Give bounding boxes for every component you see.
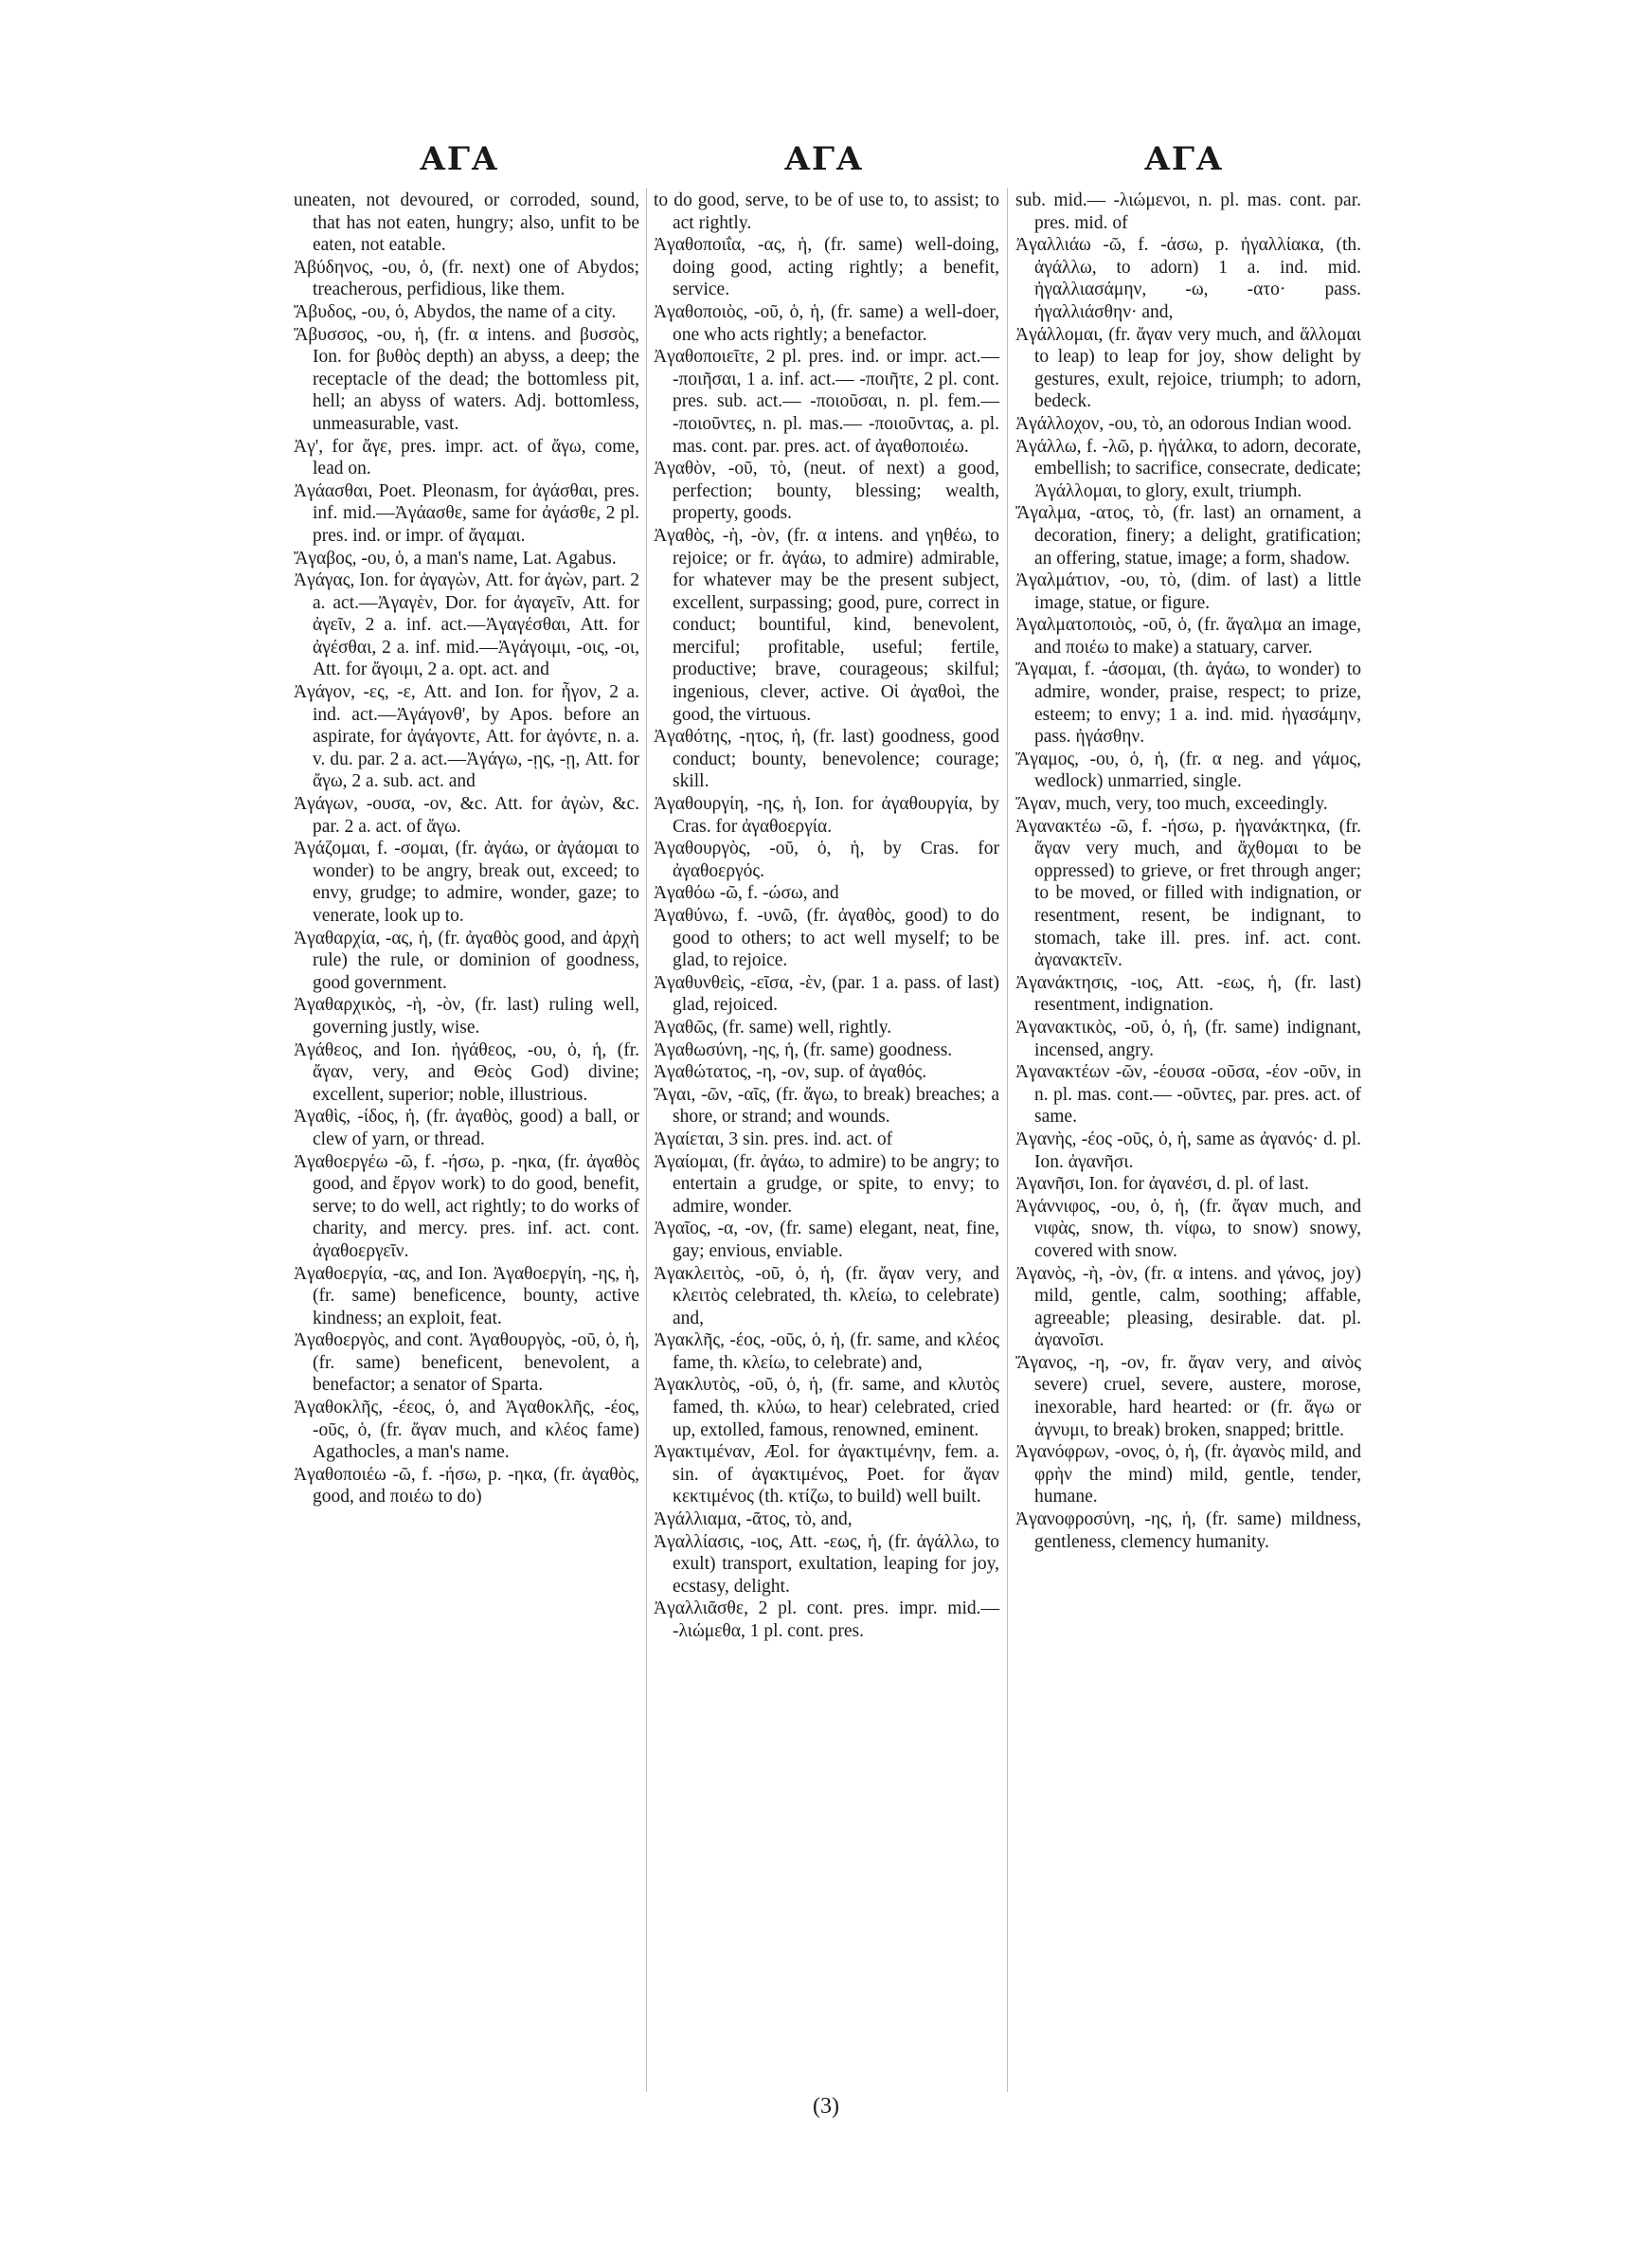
dictionary-entry: Ἀγάννιφος, -ου, ὁ, ἡ, (fr. ἄγαν much, and νιφὰς, snow, th. νίφω, to snow) snowy, covered with snow. (1015, 1196, 1361, 1261)
dictionary-entry: Ἄβυδος, -ου, ὁ, Abydos, the name of a city. (294, 301, 617, 322)
dictionary-entry: Ἀγαλμάτιον, -ου, τὸ, (dim. of last) a little image, statue, or figure. (1015, 570, 1361, 613)
dictionary-entry: Ἀγαθύνω, f. -υνῶ, (fr. ἀγαθὸς, good) to do good to others; to act well myself; to be glad, to rejoice. (654, 906, 999, 971)
dictionary-entry: Ἀγάασθαι, Poet. Pleonasm, for ἀγάσθαι, pres. inf. mid.—Ἀγάασθε, same for ἀγάσθε, 2 pl. pres. ind. or impr. of ἄγαμαι. (294, 480, 639, 546)
dictionary-entry: Ἀγαθὶς, -ίδος, ἡ, (fr. ἀγαθὸς, good) a ball, or clew of yarn, or thread. (294, 1107, 639, 1149)
dictionary-entry: Ἀγάγον, -ες, -ε, Att. and Ion. for ἦγον, 2 a. ind. act.—Ἀγάγονθ', by Apos. before an aspirate, for ἀγάγοντε, Att. for ἀγόντε, n. a. v. du. par. 2 a. act.—Ἀγάγω, -ῃς, -ῃ, Att. for ἄγω, 2 a. sub. act. and (294, 682, 639, 792)
dictionary-entry: Ἄγαμαι, f. -άσομαι, (th. ἀγάω, to wonder) to admire, wonder, praise, respect; to prize, esteem; to envy; 1 a. ind. mid. ἠγασάμην, pass. ἠγάσθην. (1015, 659, 1361, 748)
dictionary-entry: Ἀγανοφροσύνη, -ης, ἡ, (fr. same) mildness, gentleness, clemency humanity. (1015, 1509, 1361, 1552)
column-left (294, 190, 639, 1508)
dictionary-entry: Ἀγαθοεργὸς, and cont. Ἀγαθουργὸς, -οῦ, ὁ, ἡ, (fr. same) beneficent, benevolent, a benefactor; a senator of Sparta. (294, 1330, 639, 1396)
column-divider (646, 188, 647, 2092)
dictionary-entry: Ἀγαθαρχία, -ας, ἡ, (fr. ἀγαθὸς good, and ἀρχὴ rule) the rule, or dominion of goodness, good government. (294, 928, 639, 993)
dictionary-entry: Ἀγάλλω, f. -λῶ, p. ἠγάλκα, to adorn, decorate, embellish; to sacrifice, consecrate, dedicate; Ἀγάλλομαι, to glory, exult, triumph. (1015, 436, 1361, 501)
page-number: (3) (813, 2094, 839, 2119)
dictionary-entry: Ἀγανῆσι, Ion. for ἀγανέσι, d. pl. of last. (1015, 1174, 1309, 1195)
header-guide-word-left: ΑΓΑ (420, 140, 499, 178)
dictionary-entry: Ἀγαθοποιΐα, -ας, ἡ, (fr. same) well-doing, doing good, acting rightly; a benefit, service. (654, 235, 999, 300)
dictionary-entry: Ἀγαθοποιέω -ῶ, f. -ήσω, p. -ηκα, (fr. ἀγαθὸς, good, and ποιέω to do) (294, 1464, 639, 1508)
dictionary-entry: Ἀγαθόω -ῶ, f. -ώσω, and (654, 883, 839, 904)
dictionary-entry: sub. mid.— -λιώμενοι, n. pl. mas. cont. par. pres. mid. of (1015, 190, 1361, 233)
dictionary-entry: Ἄγαβος, -ου, ὁ, a man's name, Lat. Agabus. (294, 548, 617, 569)
dictionary-entry: Ἀγάζομαι, f. -σομαι, (fr. ἀγάω, or ἀγάομαι to wonder) to be angry, break out, exceed; to envy, grudge; to admire, wonder, gaze; to venerate, look up to. (294, 839, 639, 926)
dictionary-entry: Ἀγάθεος, and Ion. ἠγάθεος, -ου, ὁ, ἡ, (fr. ἄγαν, very, and Θεὸς God) divine; excellent, superior; noble, illustrious. (294, 1039, 639, 1105)
dictionary-entry: to do good, serve, to be of use to, to assist; to act rightly. (654, 190, 999, 233)
dictionary-entry: Ἀγαθότης, -ητος, ἡ, (fr. last) goodness, good conduct; bounty, benevolence; courage; skill. (654, 727, 999, 792)
dictionary-entry: Ἀγαλματοποιὸς, -οῦ, ὁ, (fr. ἄγαλμα an image, and ποιέω to make) a statuary, carver. (1015, 615, 1361, 658)
dictionary-entry: Ἀγανόφρων, -ονος, ὁ, ἡ, (fr. ἀγανὸς mild, and φρὴν the mind) mild, gentle, tender, humane. (1015, 1442, 1361, 1508)
dictionary-entry: Ἀγανακτέων -ῶν, -έουσα -οῦσα, -έον -οῦν, in n. pl. mas. cont.— -οῦντες, par. pres. act. of same. (1015, 1062, 1361, 1128)
dictionary-entry: Ἀγακλειτὸς, -οῦ, ὁ, ἡ, (fr. ἄγαν very, and κλειτὸς celebrated, th. κλείω, to celebrate) and, (654, 1263, 999, 1328)
dictionary-entry: Ἀγάγων, -ουσα, -ον, &c. Att. for ἀγὼν, &c. par. 2 a. act. of ἄγω. (294, 794, 639, 837)
dictionary-entry: Ἀγανακτέω -ῶ, f. -ήσω, p. ἠγανάκτηκα, (fr. ἄγαν very much, and ἄχθομαι to be oppressed) to grieve, or fret through anger; to be moved, or filled with indignation, or resentment, resent, be indignant, to stomach, take ill. pres. inf. act. cont. ἀγανακτεῖν. (1015, 816, 1361, 971)
dictionary-entry: Ἀγανάκτησις, -ιος, Att. -εως, ἡ, (fr. last) resentment, indignation. (1015, 972, 1361, 1016)
header-guide-word-center: ΑΓΑ (784, 140, 864, 178)
dictionary-entry: Ἀγαθοποιὸς, -οῦ, ὁ, ἡ, (fr. same) a well-doer, one who acts rightly; a benefactor. (654, 301, 999, 345)
dictionary-entry: Ἀγαίεται, 3 sin. pres. ind. act. of (654, 1128, 893, 1149)
dictionary-entry: Ἀγαλλιᾶσθε, 2 pl. cont. pres. impr. mid.— -λιώμεθα, 1 pl. cont. pres. (654, 1598, 999, 1641)
dictionary-entry: Ἀγαθωσύνη, -ης, ἡ, (fr. same) goodness. (654, 1039, 953, 1060)
dictionary-entry: Ἀγαῖος, -α, -ον, (fr. same) elegant, neat, fine, gay; envious, enviable. (654, 1219, 999, 1261)
dictionary-entry: Ἀγάλλοχον, -ου, τὸ, an odorous Indian wood. (1015, 413, 1352, 434)
dictionary-entry: Ἀγαθῶς, (fr. same) well, rightly. (654, 1017, 892, 1038)
dictionary-entry: Ἀγαίομαι, (fr. ἀγάω, to admire) to be angry; to entertain a grudge, or spite, to envy; to admire, wonder. (654, 1151, 999, 1217)
dictionary-entry: Ἀγακτιμέναν, Æol. for ἀγακτιμένην, fem. a. sin. of ἀγακτιμένος, Poet. for ἄγαν κεκτιμένος (th. κτίζω, to build) well built. (654, 1442, 999, 1508)
dictionary-entry: Ἀγάλλιαμα, -ᾶτος, τὸ, and, (654, 1509, 853, 1530)
dictionary-entry: Ἀγαθαρχικὸς, -ὴ, -ὸν, (fr. last) ruling well, governing justly, wise. (294, 995, 639, 1038)
dictionary-entry: uneaten, not devoured, or corroded, sound, that has not eaten, hungry; also, unfit to be eaten, not eatable. (294, 190, 639, 256)
dictionary-entry: Ἀγαθὸν, -οῦ, τὸ, (neut. of next) a good, perfection; bounty, blessing; wealth, property, goods. (654, 459, 999, 524)
dictionary-entry: Ἀγανὸς, -ὴ, -ὸν, (fr. α intens. and γάνος, joy) mild, gentle, calm, soothing; affable, agreeable; pleasing, desirable. dat. pl. ἀγανοῖσι. (1015, 1263, 1361, 1351)
dictionary-entry: Ἀβύδηνος, -ου, ὁ, (fr. next) one of Abydos; treacherous, perfidious, like them. (294, 257, 639, 300)
dictionary-entry: Ἀγαθοεργία, -ας, and Ion. Ἀγαθοεργίη, -ης, ἡ, (fr. same) beneficence, bounty, active kindness; an exploit, feat. (294, 1263, 639, 1328)
column-middle (654, 190, 999, 1643)
dictionary-entry: Ἀγαθοποιεῖτε, 2 pl. pres. ind. or impr. act.— -ποιῆσαι, 1 a. inf. act.— -ποιῆτε, 2 pl. cont. pres. sub. act.— -ποιοῦσαι, n. pl. fem.— -ποιοῦντες, n. pl. mas.— -ποιοῦντας, a. pl. mas. cont. par. pres. act. of ἀγαθοποιέω. (654, 347, 999, 457)
dictionary-entry: Ἀγανὴς, -έος -οῦς, ὁ, ἡ, same as ἀγανός· d. pl. Ion. ἀγανῆσι. (1015, 1128, 1361, 1172)
dictionary-entry: Ἀγάγας, Ion. for ἀγαγὼν, Att. for ἀγὼν, part. 2 a. act.—Ἀγαγὲν, Dor. for ἀγαγεῖν, Att. for ἀγεῖν, 2 a. inf. act.—Ἀγαγέσθαι, Att. for ἀγέσθαι, 2 a. inf. mid.—Ἀγάγοιμι, -οις, -οι, Att. for ἄγοιμι, 2 a. opt. act. and (294, 570, 639, 680)
dictionary-entry: Ἄβυσσος, -ου, ἡ, (fr. α intens. and βυσσὸς, Ion. for βυθὸς depth) an abyss, a deep; the receptacle of the dead; the bottomless pit, hell; an abyss of waters. Adj. bottomless, unmeasurable, vast. (294, 324, 639, 434)
dictionary-entry: Ἀγαθουργίη, -ης, ἡ, Ion. for ἀγαθουργία, by Cras. for ἀγαθοεργία. (654, 794, 999, 837)
dictionary-entry: Ἄγαν, much, very, too much, exceedingly. (1015, 794, 1328, 815)
dictionary-entry: Ἄγανος, -η, -ον, fr. ἄγαν very, and αἰνὸς severe) cruel, severe, austere, morose, inexorable, hard hearted: or (fr. ἄγω or ἀγνυμι, to break) broken, snapped; brittle. (1015, 1352, 1361, 1440)
column-right (1015, 190, 1361, 1553)
dictionary-entry: Ἀγαθοεργέω -ῶ, f. -ήσω, p. -ηκα, (fr. ἀγαθὸς good, and ἔργον work) to do good, benefit, serve; to do well, act rightly; to do works of charity, and mercy. pres. inf. act. cont. ἀγαθοεργεῖν. (294, 1151, 639, 1261)
dictionary-entry: Ἄγαι, -ῶν, -αῖς, (fr. ἄγω, to break) breaches; a shore, or strand; and wounds. (654, 1084, 999, 1128)
dictionary-entry: Ἀγ', for ἄγε, pres. impr. act. of ἄγω, come, lead on. (294, 436, 639, 479)
dictionary-entry: Ἀγαλλίασις, -ιος, Att. -εως, ἡ, (fr. ἀγάλλω, to exult) transport, exultation, leaping for joy, ecstasy, delight. (654, 1531, 999, 1597)
running-header (0, 140, 1652, 178)
dictionary-entry: Ἀγακλῆς, -έος, -οῦς, ὁ, ἡ, (fr. same, and κλέος fame, th. κλείω, to celebrate) and, (654, 1330, 999, 1373)
dictionary-entry: Ἄγαλμα, -ατος, τὸ, (fr. last) an ornament, a decoration, finery; a delight, gratification; an offering, statue, image; a form, shadow. (1015, 503, 1361, 569)
dictionary-entry: Ἀγαθοκλῆς, -έεος, ὁ, and Ἀγαθοκλῆς, -έος, -οῦς, ὁ, (fr. ἄγαν much, and κλέος fame) Agathocles, a man's name. (294, 1398, 639, 1463)
column-divider (1007, 188, 1008, 2092)
dictionary-entry: Ἀγακλυτὸς, -οῦ, ὁ, ἡ, (fr. same, and κλυτὸς famed, th. κλύω, to hear) celebrated, cried up, extolled, famous, renowned, eminent. (654, 1375, 999, 1440)
dictionary-entry: Ἀγανακτικὸς, -οῦ, ὁ, ἡ, (fr. same) indignant, incensed, angry. (1015, 1017, 1361, 1060)
dictionary-entry: Ἀγαθουργὸς, -οῦ, ὁ, ἡ, by Cras. for ἀγαθοεργός. (654, 839, 999, 881)
dictionary-entry: Ἀγαλλιάω -ῶ, f. -άσω, p. ἠγαλλίακα, (th. ἀγάλλω, to adorn) 1 a. ind. mid. ἠγαλλιασάμην, -ω, -ατο· pass. ἠγαλλιάσθην· and, (1015, 235, 1361, 322)
dictionary-entry: Ἄγαμος, -ου, ὁ, ἡ, (fr. α neg. and γάμος, wedlock) unmarried, single. (1015, 749, 1361, 792)
dictionary-entry: Ἀγάλλομαι, (fr. ἄγαν very much, and ἅλλομαι to leap) to leap for joy, show delight by gestures, exult, rejoice, triumph; to adorn, bedeck. (1015, 324, 1361, 412)
dictionary-entry: Ἀγαθώτατος, -η, -ον, sup. of ἀγαθός. (654, 1062, 927, 1083)
dictionary-entry: Ἀγαθυνθεὶς, -εῖσα, -ὲν, (par. 1 a. pass. of last) glad, rejoiced. (654, 972, 999, 1016)
header-guide-word-right: ΑΓΑ (1144, 140, 1224, 178)
dictionary-entry: Ἀγαθὸς, -ὴ, -ὸν, (fr. α intens. and γηθέω, to rejoice; or fr. ἀγάω, to admire) admirable, for whatever may be the present subject, excellent, surpassing; good, pure, correct in conduct; bountiful, kind, benevolent, merciful; profitable, useful; fertile, productive; brave, courageous; skilful; ingenious, clever, active. Οἱ ἀγαθοὶ, the good, the virtuous. (654, 525, 999, 725)
